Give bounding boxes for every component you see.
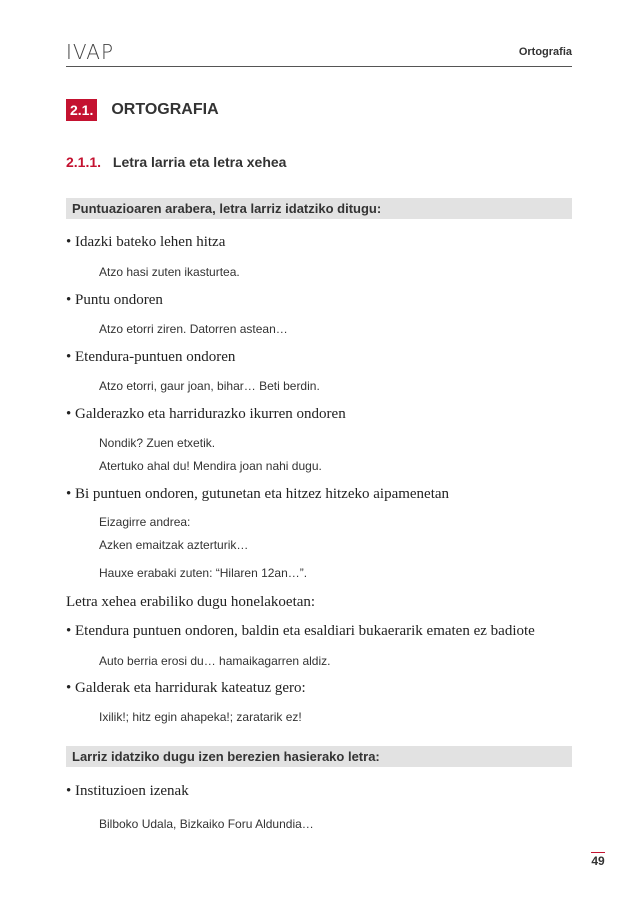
example-text: Bilboko Udala, Bizkaiko Foru Aldundia… <box>99 817 314 831</box>
example-text: Auto berria erosi du… hamaikagarren aldiz. <box>99 654 331 668</box>
section-title: ORTOGRAFIA <box>111 101 219 118</box>
subsection-title: Letra larria eta letra xehea <box>112 154 287 170</box>
example-text: Atertuko ahal du! Mendira joan nahi dugu. <box>99 459 322 473</box>
rule-band-punctuation: Puntuazioaren arabera, letra larriz idatziko ditugu: <box>66 198 572 219</box>
example-text: Atzo etorri, gaur joan, bihar… Beti berdin. <box>99 379 320 393</box>
page-number: 49 <box>591 854 605 868</box>
example-text: Hauxe erabaki zuten: “Hilaren 12an…”. <box>99 566 308 580</box>
bullet-after-ellipsis: • Etendura-puntuen ondoren <box>66 349 236 365</box>
example-text: Eizagirre andrea: <box>99 515 191 529</box>
section-number: 2.1. <box>66 99 97 121</box>
example-text: Atzo etorri ziren. Datorren astean… <box>99 322 288 336</box>
paragraph-lowercase-intro: Letra xehea erabiliko dugu honelakoetan: <box>66 594 316 610</box>
subsection-number: 2.1.1. <box>66 154 102 170</box>
bullet-chained-questions: • Galderak eta harridurak kateatuz gero: <box>66 680 306 696</box>
section-heading <box>66 98 219 122</box>
rule-band-proper-nouns: Larriz idatziko dugu izen berezien hasierako letra: <box>66 746 572 767</box>
bullet-after-colon: • Bi puntuen ondoren, gutunetan eta hitzez hitzeko aipamenetan <box>66 486 450 502</box>
example-text: Atzo hasi zuten ikasturtea. <box>99 265 240 279</box>
ivap-logo: IVAP <box>66 40 115 64</box>
example-text: Azken emaitzak azterturik… <box>99 538 249 552</box>
example-text: Ixilik!; hitz egin ahapeka!; zaratarik ez! <box>99 710 302 724</box>
subsection-heading <box>66 154 286 170</box>
header-section-name: Ortografia <box>518 46 572 58</box>
page-header <box>66 40 572 67</box>
bullet-institutions: • Instituzioen izenak <box>66 783 189 799</box>
bullet-ellipsis-continuation: • Etendura puntuen ondoren, baldin eta esaldiari bukaerarik ematen ez badiote <box>66 623 535 639</box>
example-text: Nondik? Zuen etxetik. <box>99 436 216 450</box>
bullet-after-period: • Puntu ondoren <box>66 292 163 308</box>
bullet-first-word: • Idazki bateko lehen hitza <box>66 234 226 250</box>
bullet-after-question-exclamation: • Galderazko eta harridurazko ikurren ondoren <box>66 406 346 422</box>
